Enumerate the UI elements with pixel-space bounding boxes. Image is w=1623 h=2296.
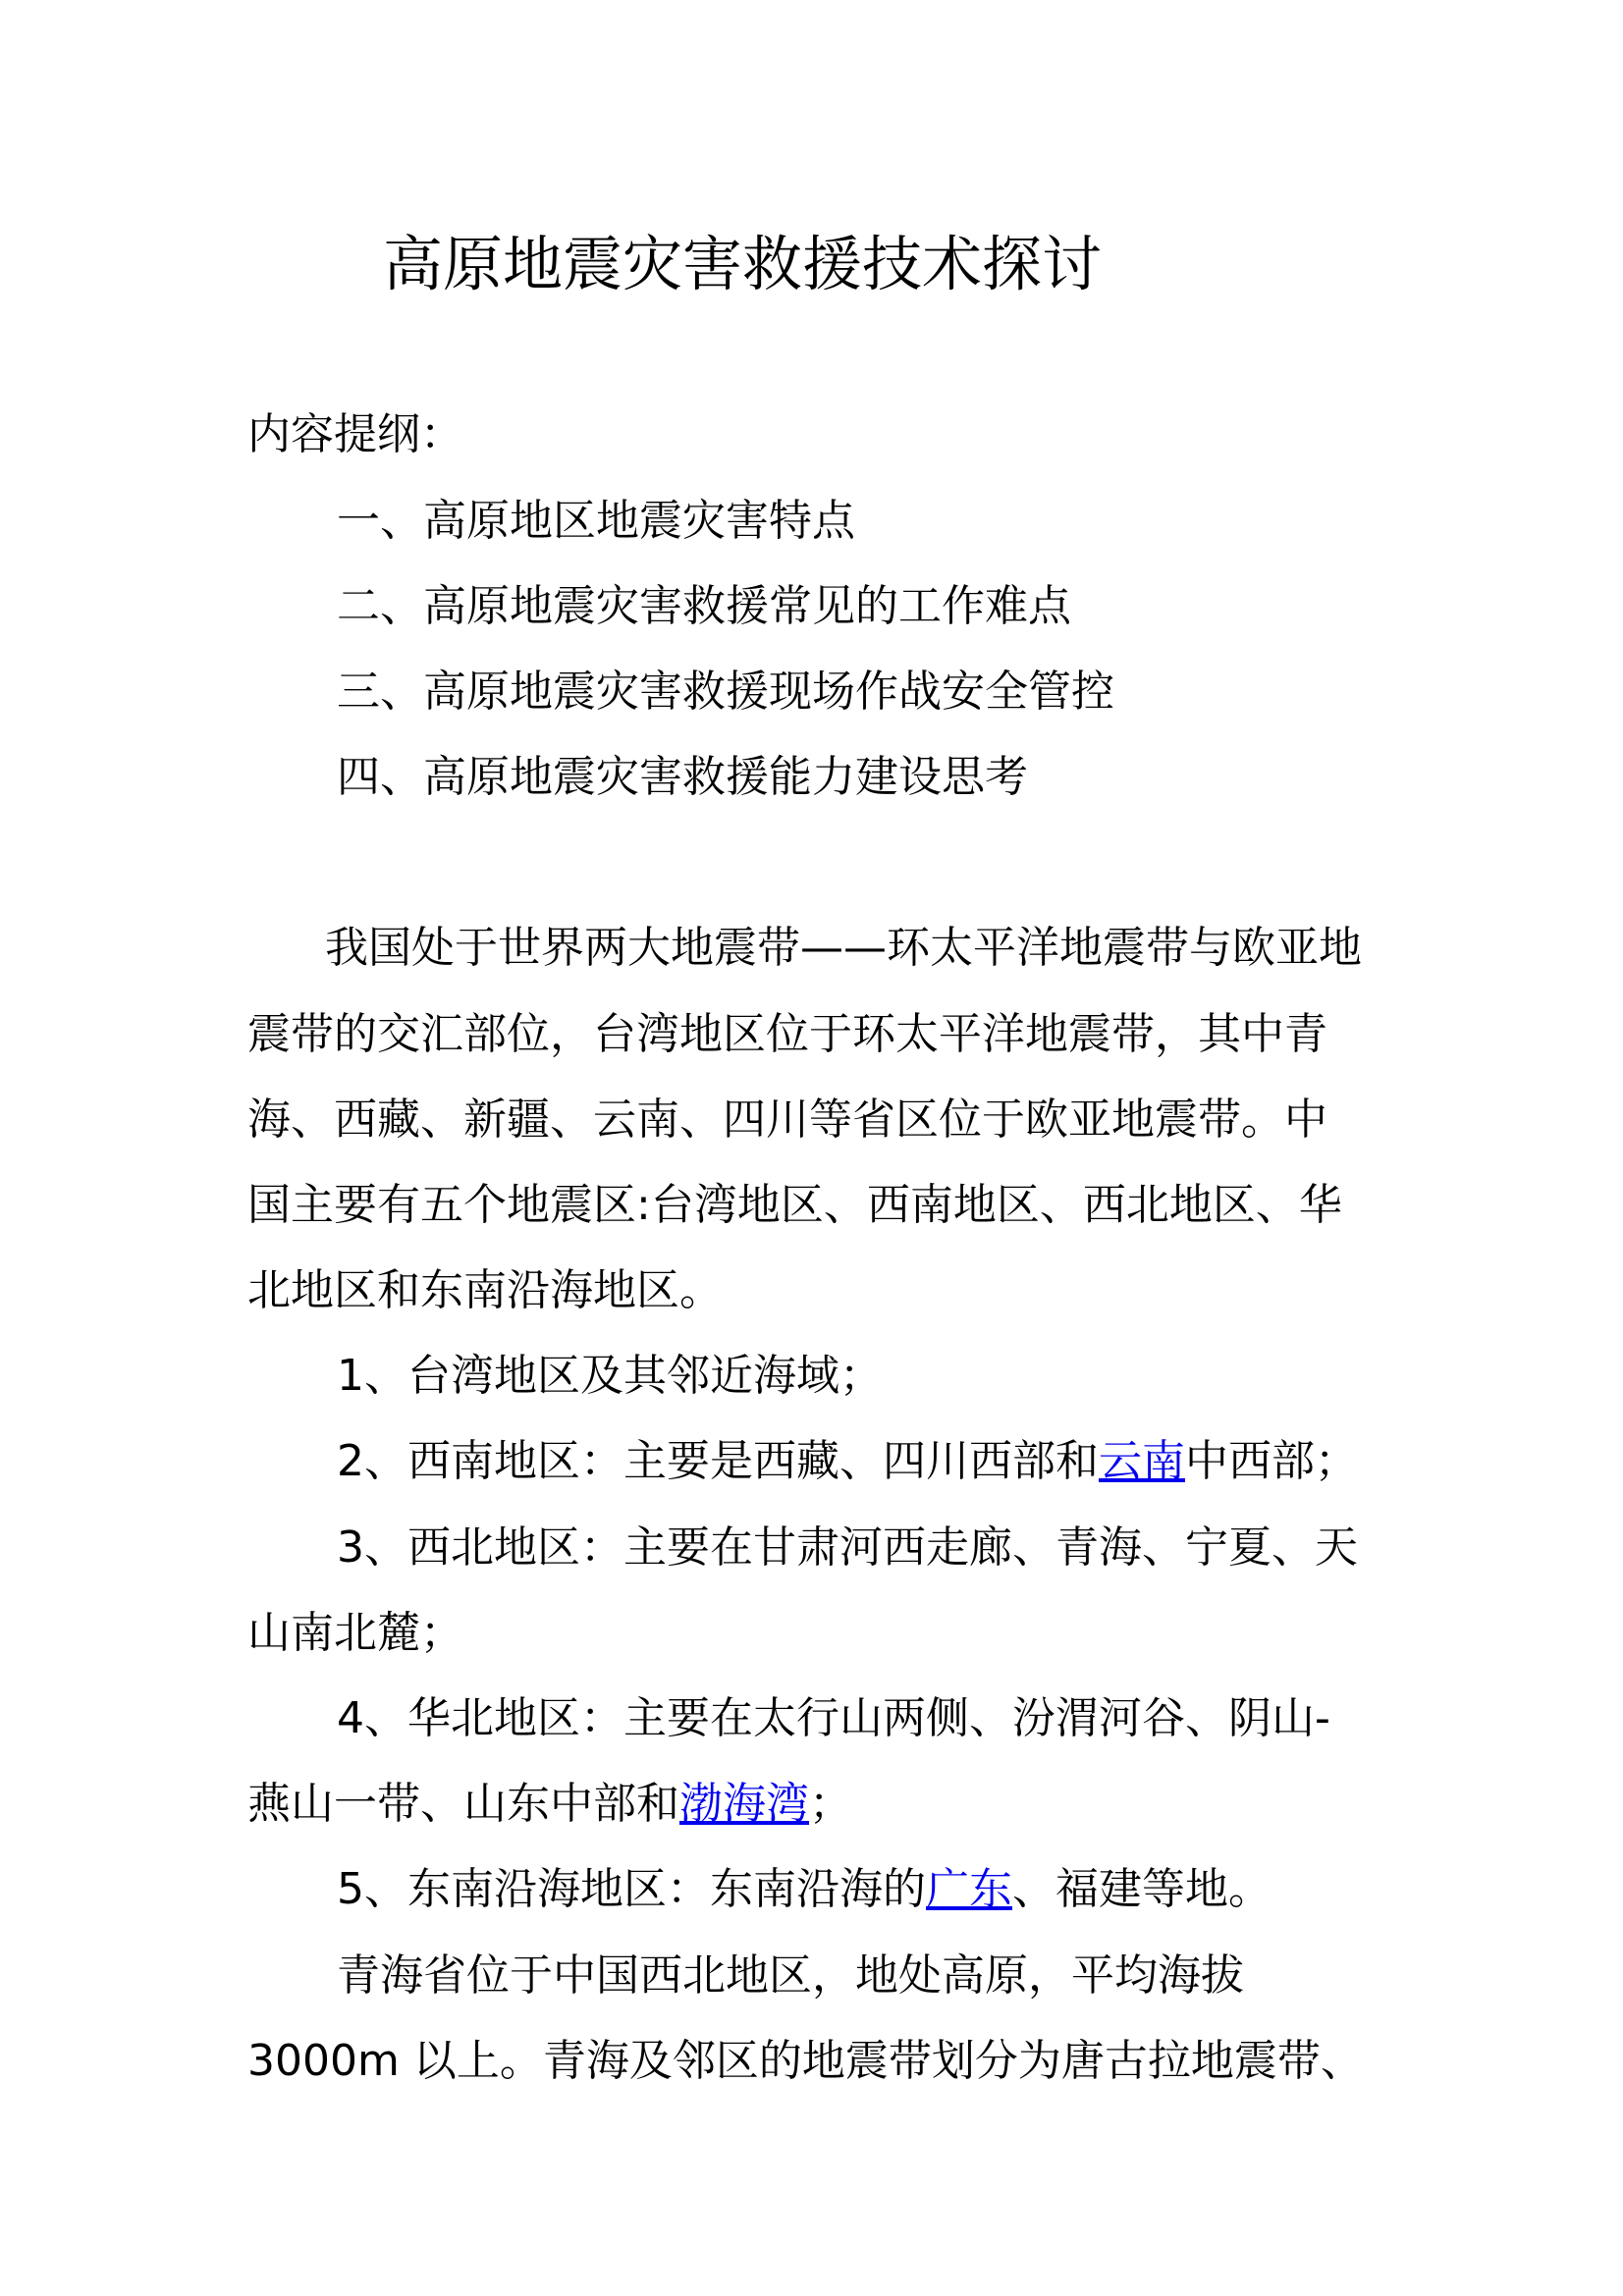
list-text: 燕山一带、山东中部和	[247, 1779, 679, 1829]
list-text: 2、西南地区：主要是西藏、四川西部和	[337, 1436, 1099, 1486]
list-text: 中西部；	[1185, 1436, 1358, 1486]
link-yunnan[interactable]: 云南	[1099, 1436, 1185, 1486]
list-item-2	[337, 1432, 1358, 1491]
document-title: 高原地震灾害救援技术探讨	[383, 230, 1103, 299]
list-item-5	[337, 1860, 1271, 1919]
paragraph-line: 3000m 以上。青海及邻区的地震带划分为唐古拉地震带、	[247, 2036, 1364, 2086]
paragraph-line: 震带的交汇部位，台湾地区位于环太平洋地震带，其中青	[247, 1009, 1327, 1059]
list-item-4: 4、华北地区：主要在太行山两侧、汾渭河谷、阴山-	[337, 1693, 1330, 1743]
link-bohai-bay[interactable]: 渤海湾	[679, 1779, 809, 1829]
paragraph-line: 我国处于世界两大地震带——环太平洋地震带与欧亚地	[325, 923, 1362, 973]
list-item-4-cont	[247, 1775, 852, 1834]
paragraph-line: 海、西藏、新疆、云南、四川等省区位于欧亚地震带。中	[247, 1095, 1327, 1145]
list-item-3-cont: 山南北麓；	[247, 1608, 463, 1658]
list-item-3: 3、西北地区：主要在甘肃河西走廊、青海、宁夏、天	[337, 1522, 1358, 1573]
outline-heading: 内容提纲：	[247, 409, 463, 459]
paragraph-line: 青海省位于中国西北地区，地处高原，平均海拔	[337, 1950, 1244, 2001]
list-text: ；	[809, 1779, 852, 1829]
link-guangdong[interactable]: 广东	[926, 1864, 1012, 1914]
outline-item: 四、高原地震灾害救援能力建设思考	[337, 752, 1028, 802]
list-text: 5、东南沿海地区：东南沿海的	[337, 1864, 926, 1914]
paragraph-line: 国主要有五个地震区:台湾地区、西南地区、西北地区、华	[247, 1180, 1342, 1230]
paragraph-line: 北地区和东南沿海地区。	[247, 1265, 723, 1315]
list-item-1: 1、台湾地区及其邻近海域；	[337, 1351, 883, 1401]
list-text: 、福建等地。	[1012, 1864, 1271, 1914]
outline-item: 二、高原地震灾害救援常见的工作难点	[337, 581, 1071, 631]
outline-item: 一、高原地区地震灾害特点	[337, 496, 855, 546]
outline-item: 三、高原地震灾害救援现场作战安全管控	[337, 667, 1114, 717]
